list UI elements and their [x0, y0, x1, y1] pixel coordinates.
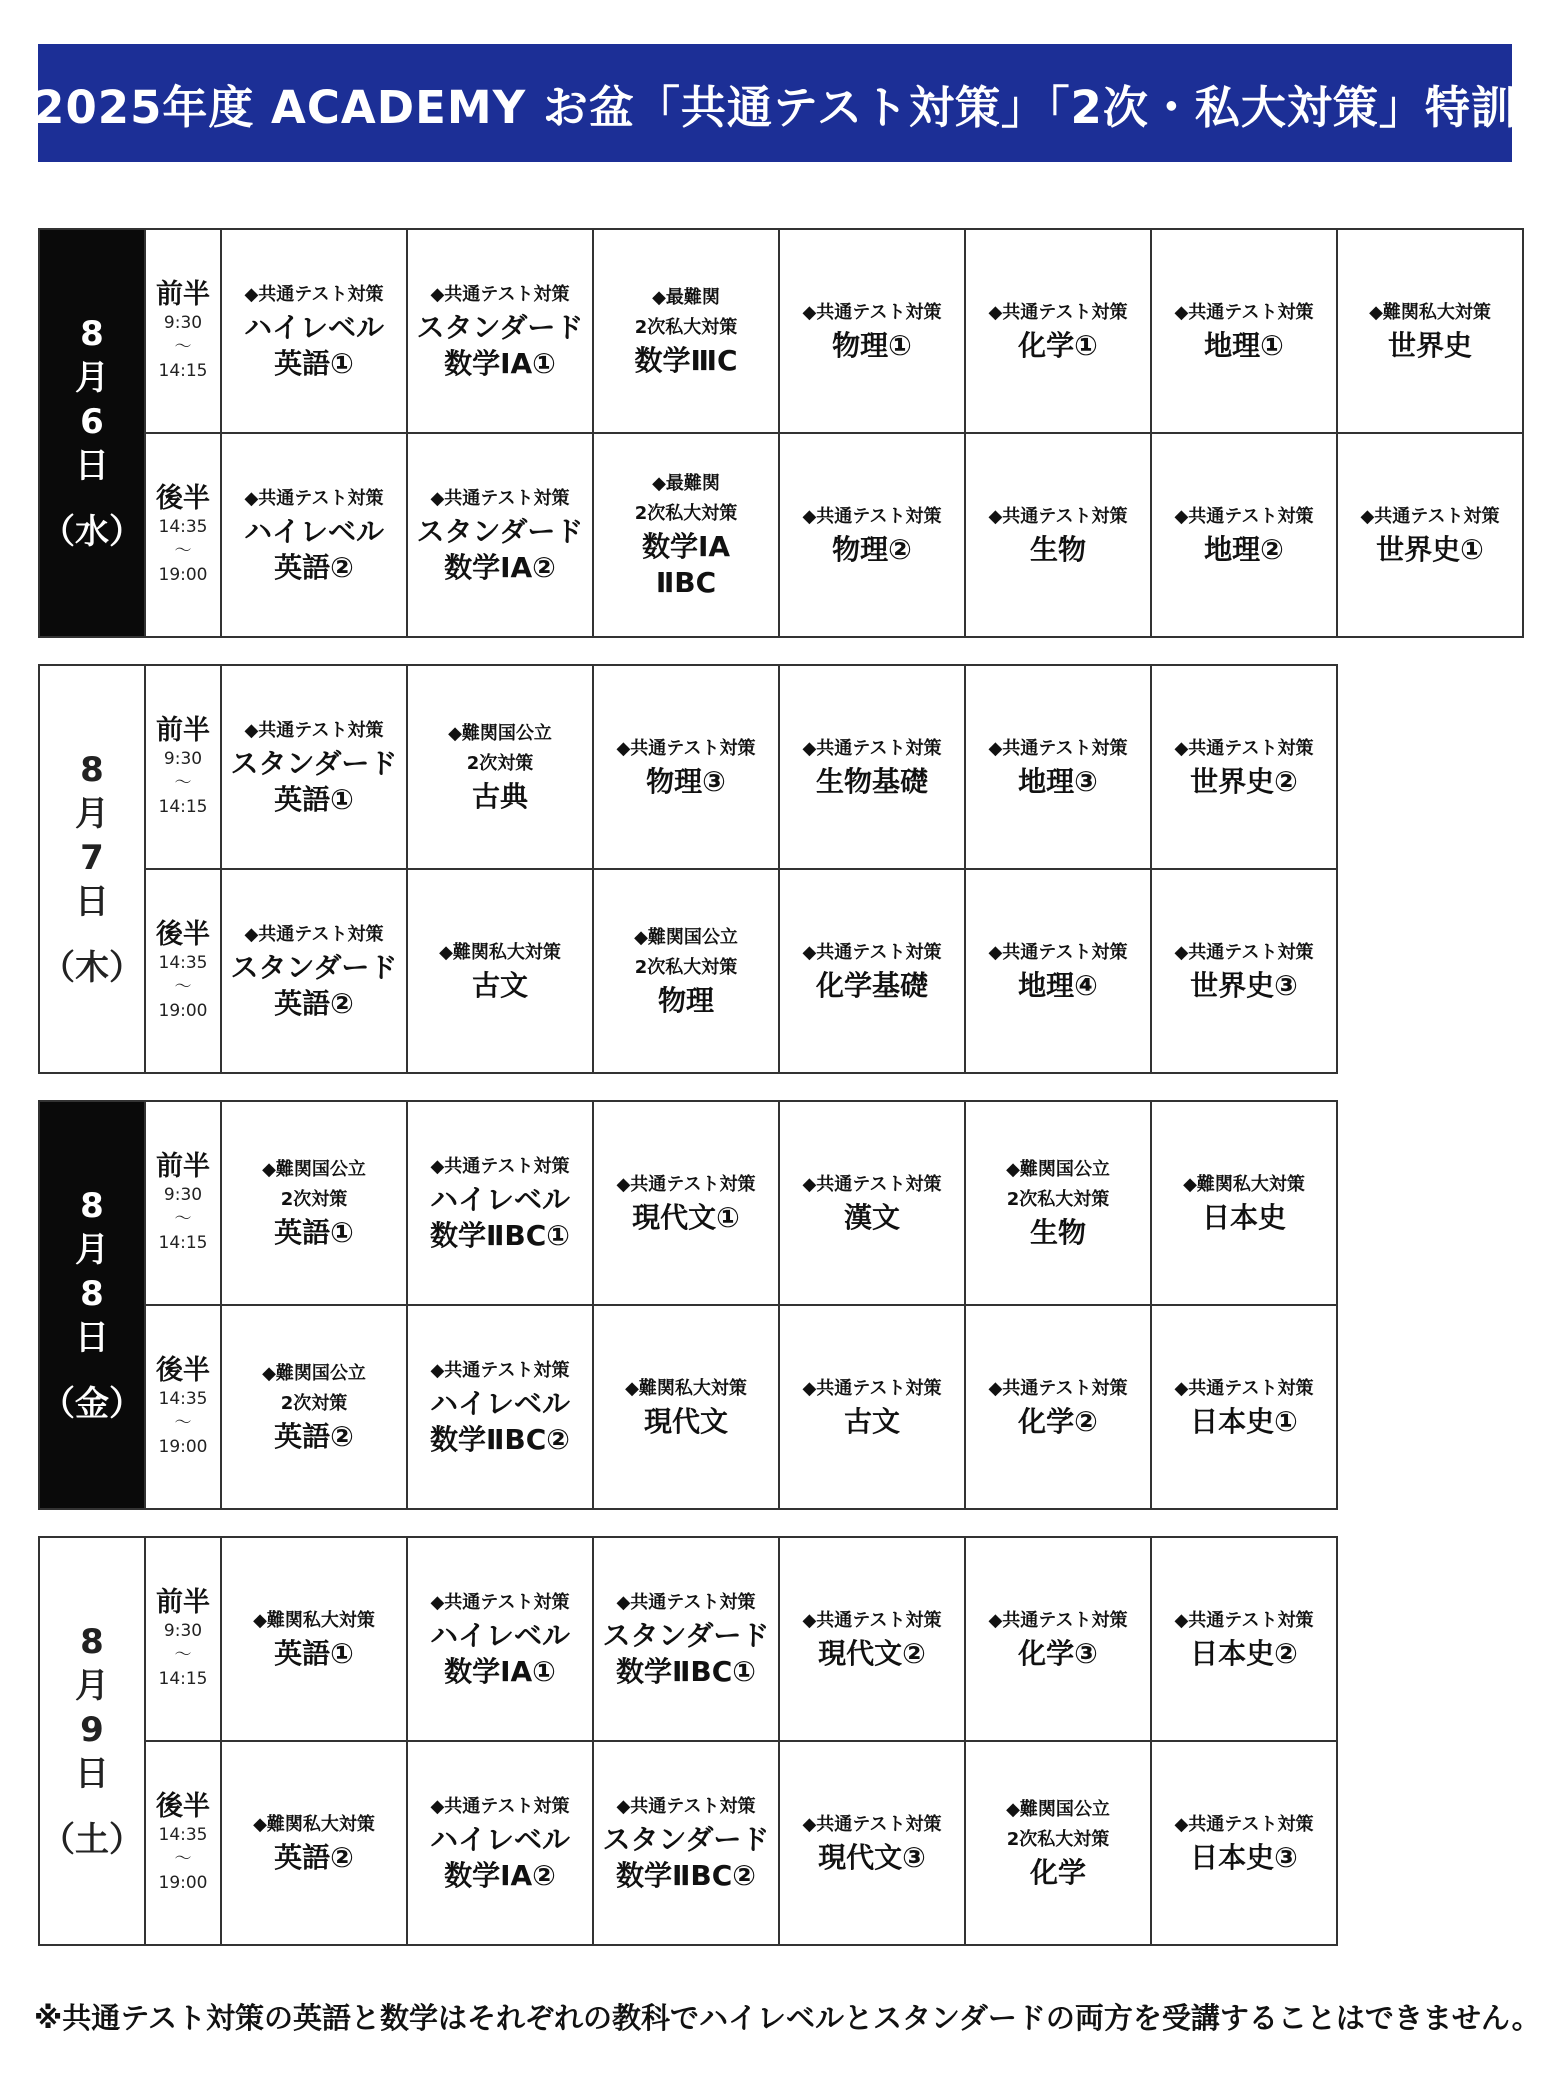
class-cell	[221, 1101, 407, 1305]
end-time: 14:15	[158, 361, 208, 381]
subject-name: 世界史	[1387, 329, 1472, 362]
weekday-label: （水）	[41, 512, 143, 552]
class-cell	[221, 869, 407, 1073]
course-tag: ◆共通テスト対策	[616, 1174, 756, 1195]
course-tag: ◆共通テスト対策	[616, 1592, 756, 1613]
subject-name: 物理	[657, 984, 714, 1017]
course-tag: ◆共通テスト対策	[244, 284, 384, 305]
time-separator: ～	[174, 541, 192, 561]
period-label: 前半	[156, 1587, 210, 1618]
course-tag: ◆共通テスト対策	[1174, 1378, 1314, 1399]
subject-name: 漢文	[843, 1201, 900, 1234]
course-tag: ◆共通テスト対策	[1174, 738, 1314, 759]
subject-name: 化学	[1029, 1856, 1086, 1889]
course-tag: ◆最難関	[652, 287, 720, 308]
class-cell	[221, 433, 407, 637]
course-tag: ◆最難関	[652, 473, 720, 494]
period-label: 前半	[156, 279, 210, 310]
subject-name: ハイレベル	[243, 311, 384, 344]
class-cell	[779, 1305, 965, 1509]
subject-name: 数学ⅠA②	[444, 551, 556, 584]
course-tag: ◆共通テスト対策	[244, 720, 384, 741]
weekday-label: （木）	[41, 948, 143, 988]
course-tag: ◆共通テスト対策	[430, 488, 570, 509]
class-cell	[407, 1741, 593, 1945]
period-cell	[145, 229, 221, 433]
subject-name: 化学③	[1018, 1637, 1098, 1670]
course-tag: ◆難関国公立	[262, 1363, 366, 1384]
class-cell	[221, 1305, 407, 1509]
class-cell	[779, 1537, 965, 1741]
start-time: 9:30	[163, 749, 203, 769]
period-cell	[145, 1305, 221, 1509]
class-cell	[407, 1101, 593, 1305]
end-time: 14:15	[158, 1669, 208, 1689]
class-cell	[593, 229, 779, 433]
class-cell	[779, 433, 965, 637]
course-tag: 2次私大対策	[1006, 1829, 1110, 1850]
subject-name: 日本史	[1201, 1201, 1286, 1234]
subject-name: 数学ⅢC	[634, 344, 738, 377]
subject-name: 化学②	[1018, 1405, 1098, 1438]
course-tag: ◆共通テスト対策	[244, 488, 384, 509]
subject-name: 地理③	[1018, 765, 1098, 798]
period-row	[39, 1305, 1337, 1509]
class-cell	[1151, 433, 1337, 637]
period-label: 後半	[156, 919, 210, 950]
page-title: 2025年度 ACADEMY お盆「共通テスト対策」「2次・私大対策」特訓	[33, 80, 1517, 134]
date-char: 日	[75, 1318, 109, 1358]
date-cell	[39, 665, 145, 1073]
subject-name: 生物基礎	[815, 765, 928, 798]
subject-name: 化学①	[1018, 329, 1098, 362]
class-cell	[779, 1741, 965, 1945]
course-tag: ◆難関私大対策	[625, 1378, 747, 1399]
class-cell	[221, 1537, 407, 1741]
class-cell	[221, 229, 407, 433]
course-tag: ◆共通テスト対策	[1174, 942, 1314, 963]
class-cell	[1151, 229, 1337, 433]
time-separator: ～	[174, 1209, 192, 1229]
class-cell	[407, 229, 593, 433]
course-tag: ◆難関国公立	[262, 1159, 366, 1180]
class-cell	[407, 433, 593, 637]
subject-name: 英語①	[274, 347, 354, 380]
course-tag: ◆共通テスト対策	[988, 738, 1128, 759]
course-tag: ◆共通テスト対策	[802, 302, 942, 323]
start-time: 14:35	[158, 953, 208, 973]
page-title-banner	[33, 44, 1517, 162]
class-cell	[965, 229, 1151, 433]
date-char: 月	[75, 1666, 109, 1706]
course-tag: 2次私大対策	[634, 317, 738, 338]
class-cell	[1151, 1101, 1337, 1305]
subject-name: 化学基礎	[815, 969, 928, 1002]
class-cell	[407, 1537, 593, 1741]
period-label: 前半	[156, 1151, 210, 1182]
course-tag: ◆共通テスト対策	[1174, 1814, 1314, 1835]
period-row	[39, 1741, 1337, 1945]
end-time: 14:15	[158, 797, 208, 817]
class-cell	[965, 1305, 1151, 1509]
date-char: 7	[80, 838, 104, 878]
date-char: 月	[75, 1230, 109, 1270]
subject-name: 物理②	[832, 533, 912, 566]
course-tag: ◆難関私大対策	[1369, 302, 1491, 323]
start-time: 9:30	[163, 1185, 203, 1205]
course-tag: ◆共通テスト対策	[988, 302, 1128, 323]
date-cell	[39, 229, 145, 637]
course-tag: 2次私大対策	[634, 503, 738, 524]
time-separator: ～	[174, 1849, 192, 1869]
end-time: 19:00	[158, 1873, 208, 1893]
time-separator: ～	[174, 1645, 192, 1665]
subject-name: 地理④	[1018, 969, 1098, 1002]
date-char: 8	[80, 750, 104, 790]
start-time: 14:35	[158, 1825, 208, 1845]
end-time: 19:00	[158, 1437, 208, 1457]
subject-name: 日本史③	[1190, 1841, 1298, 1874]
end-time: 14:15	[158, 1233, 208, 1253]
subject-name: 数学ⅠA①	[444, 1655, 556, 1688]
course-tag: 2次対策	[466, 753, 534, 774]
course-tag: ◆難関国公立	[1006, 1799, 1110, 1820]
course-tag: ◆難関国公立	[634, 927, 738, 948]
time-separator: ～	[174, 337, 192, 357]
course-tag: ◆難関国公立	[1006, 1159, 1110, 1180]
class-cell	[1151, 1305, 1337, 1509]
period-row	[39, 1101, 1337, 1305]
subject-name: ハイレベル	[243, 515, 384, 548]
subject-name: 数学ⅠA①	[444, 347, 556, 380]
course-tag: ◆共通テスト対策	[802, 738, 942, 759]
class-cell	[965, 665, 1151, 869]
subject-name: ハイレベル	[429, 1387, 570, 1420]
subject-name: 数学ⅠA	[641, 530, 731, 563]
class-cell	[965, 1101, 1151, 1305]
course-tag: ◆共通テスト対策	[616, 738, 756, 759]
time-separator: ～	[174, 1413, 192, 1433]
course-tag: ◆共通テスト対策	[430, 284, 570, 305]
class-cell	[407, 1305, 593, 1509]
subject-name: 世界史③	[1190, 969, 1298, 1002]
subject-name: 生物	[1029, 1216, 1086, 1249]
subject-name: 数学ⅡBC①	[615, 1655, 757, 1688]
class-cell	[965, 1741, 1151, 1945]
day-table	[38, 664, 1338, 1074]
subject-name: 英語②	[274, 1420, 354, 1453]
course-tag: ◆共通テスト対策	[430, 1156, 570, 1177]
class-cell	[593, 665, 779, 869]
course-tag: ◆共通テスト対策	[616, 1796, 756, 1817]
subject-name: 英語②	[274, 1841, 354, 1874]
subject-name: ハイレベル	[429, 1183, 570, 1216]
course-tag: ◆難関国公立	[448, 723, 552, 744]
class-cell	[965, 869, 1151, 1073]
period-cell	[145, 869, 221, 1073]
subject-name: スタンダード	[602, 1823, 770, 1856]
subject-name: 現代文①	[632, 1201, 740, 1234]
subject-name: 英語①	[274, 1216, 354, 1249]
subject-name: 英語②	[274, 551, 354, 584]
subject-name: 生物	[1029, 533, 1086, 566]
course-tag: ◆共通テスト対策	[802, 1378, 942, 1399]
time-separator: ～	[174, 977, 192, 997]
subject-name: 現代文	[643, 1405, 728, 1438]
course-tag: ◆難関私大対策	[253, 1610, 375, 1631]
class-cell	[779, 1101, 965, 1305]
class-cell	[779, 229, 965, 433]
subject-name: 地理①	[1204, 329, 1284, 362]
period-cell	[145, 665, 221, 869]
period-cell	[145, 1537, 221, 1741]
day-table	[38, 228, 1524, 638]
date-char: 日	[75, 446, 109, 486]
subject-name: スタンダード	[416, 311, 584, 344]
class-cell	[221, 1741, 407, 1945]
date-char: 8	[80, 1622, 104, 1662]
subject-name: 現代文③	[818, 1841, 926, 1874]
subject-name: 日本史②	[1190, 1637, 1298, 1670]
course-tag: ◆共通テスト対策	[988, 506, 1128, 527]
date-char: 月	[75, 794, 109, 834]
class-cell	[1151, 1741, 1337, 1945]
subject-name: 数学ⅡBC②	[615, 1859, 757, 1892]
class-cell	[965, 1537, 1151, 1741]
period-label: 後半	[156, 1791, 210, 1822]
subject-name: 古文	[843, 1405, 900, 1438]
subject-name: 古文	[471, 969, 528, 1002]
subject-name: 世界史②	[1190, 765, 1298, 798]
subject-name: 古典	[471, 780, 528, 813]
course-tag: 2次私大対策	[634, 957, 738, 978]
course-tag: ◆共通テスト対策	[430, 1592, 570, 1613]
start-time: 14:35	[158, 1389, 208, 1409]
class-cell	[593, 433, 779, 637]
subject-name: 物理①	[832, 329, 912, 362]
start-time: 14:35	[158, 517, 208, 537]
class-cell	[1337, 229, 1523, 433]
date-char: 日	[75, 882, 109, 922]
end-time: 19:00	[158, 1001, 208, 1021]
date-char: 6	[80, 402, 104, 442]
date-char: 9	[80, 1710, 104, 1750]
period-row	[39, 1537, 1337, 1741]
date-char: 8	[80, 1186, 104, 1226]
footnote: ※共通テスト対策の英語と数学はそれぞれの教科でハイレベルとスタンダードの両方を受講することはできません。	[34, 2001, 1541, 2035]
course-tag: 2次対策	[280, 1393, 348, 1414]
course-tag: 2次対策	[280, 1189, 348, 1210]
day-table	[38, 1536, 1338, 1946]
course-tag: 2次私大対策	[1006, 1189, 1110, 1210]
course-tag: ◆共通テスト対策	[802, 506, 942, 527]
subject-name: 世界史①	[1376, 533, 1484, 566]
course-tag: ◆難関私大対策	[1183, 1174, 1305, 1195]
subject-name: 現代文②	[818, 1637, 926, 1670]
course-tag: ◆共通テスト対策	[1174, 302, 1314, 323]
course-tag: ◆共通テスト対策	[244, 924, 384, 945]
class-cell	[593, 869, 779, 1073]
course-tag: ◆共通テスト対策	[430, 1360, 570, 1381]
weekday-label: （金）	[41, 1384, 143, 1424]
subject-name: 英語①	[274, 1637, 354, 1670]
class-cell	[407, 665, 593, 869]
course-tag: ◆難関私大対策	[253, 1814, 375, 1835]
class-cell	[779, 665, 965, 869]
subject-name: 数学ⅠA②	[444, 1859, 556, 1892]
date-char: 日	[75, 1754, 109, 1794]
course-tag: ◆共通テスト対策	[802, 1814, 942, 1835]
course-tag: ◆共通テスト対策	[802, 1174, 942, 1195]
subject-name: 物理③	[646, 765, 726, 798]
period-row	[39, 229, 1523, 433]
class-cell	[1337, 433, 1523, 637]
class-cell	[1151, 869, 1337, 1073]
course-tag: ◆共通テスト対策	[988, 942, 1128, 963]
period-cell	[145, 1741, 221, 1945]
course-tag: ◆共通テスト対策	[430, 1796, 570, 1817]
day-table	[38, 1100, 1338, 1510]
period-row	[39, 869, 1337, 1073]
course-tag: ◆共通テスト対策	[1360, 506, 1500, 527]
subject-name: ⅡBC	[655, 566, 717, 599]
date-char: 月	[75, 358, 109, 398]
subject-name: 英語①	[274, 783, 354, 816]
course-tag: ◆共通テスト対策	[1174, 506, 1314, 527]
class-cell	[779, 869, 965, 1073]
period-label: 後半	[156, 483, 210, 514]
subject-name: スタンダード	[230, 747, 398, 780]
course-tag: ◆共通テスト対策	[988, 1378, 1128, 1399]
class-cell	[593, 1537, 779, 1741]
class-cell	[965, 433, 1151, 637]
class-cell	[593, 1305, 779, 1509]
time-separator: ～	[174, 773, 192, 793]
class-cell	[593, 1741, 779, 1945]
period-row	[39, 433, 1523, 637]
weekday-label: （土）	[41, 1820, 143, 1860]
period-label: 後半	[156, 1355, 210, 1386]
class-cell	[1151, 665, 1337, 869]
subject-name: 日本史①	[1190, 1405, 1298, 1438]
subject-name: 英語②	[274, 987, 354, 1020]
date-cell	[39, 1101, 145, 1509]
period-cell	[145, 1101, 221, 1305]
subject-name: 数学ⅡBC①	[429, 1219, 571, 1252]
course-tag: ◆共通テスト対策	[802, 1610, 942, 1631]
subject-name: 地理②	[1204, 533, 1284, 566]
start-time: 9:30	[163, 313, 203, 333]
course-tag: ◆共通テスト対策	[802, 942, 942, 963]
class-cell	[407, 869, 593, 1073]
course-tag: ◆共通テスト対策	[1174, 1610, 1314, 1631]
class-cell	[221, 665, 407, 869]
end-time: 19:00	[158, 565, 208, 585]
period-label: 前半	[156, 715, 210, 746]
subject-name: スタンダード	[602, 1619, 770, 1652]
subject-name: ハイレベル	[429, 1823, 570, 1856]
subject-name: ハイレベル	[429, 1619, 570, 1652]
period-cell	[145, 433, 221, 637]
period-row	[39, 665, 1337, 869]
course-tag: ◆難関私大対策	[439, 942, 561, 963]
subject-name: スタンダード	[416, 515, 584, 548]
class-cell	[1151, 1537, 1337, 1741]
date-char: 8	[80, 1274, 104, 1314]
subject-name: スタンダード	[230, 951, 398, 984]
course-tag: ◆共通テスト対策	[988, 1610, 1128, 1631]
date-cell	[39, 1537, 145, 1945]
subject-name: 数学ⅡBC②	[429, 1423, 571, 1456]
date-char: 8	[80, 314, 104, 354]
class-cell	[593, 1101, 779, 1305]
start-time: 9:30	[163, 1621, 203, 1641]
